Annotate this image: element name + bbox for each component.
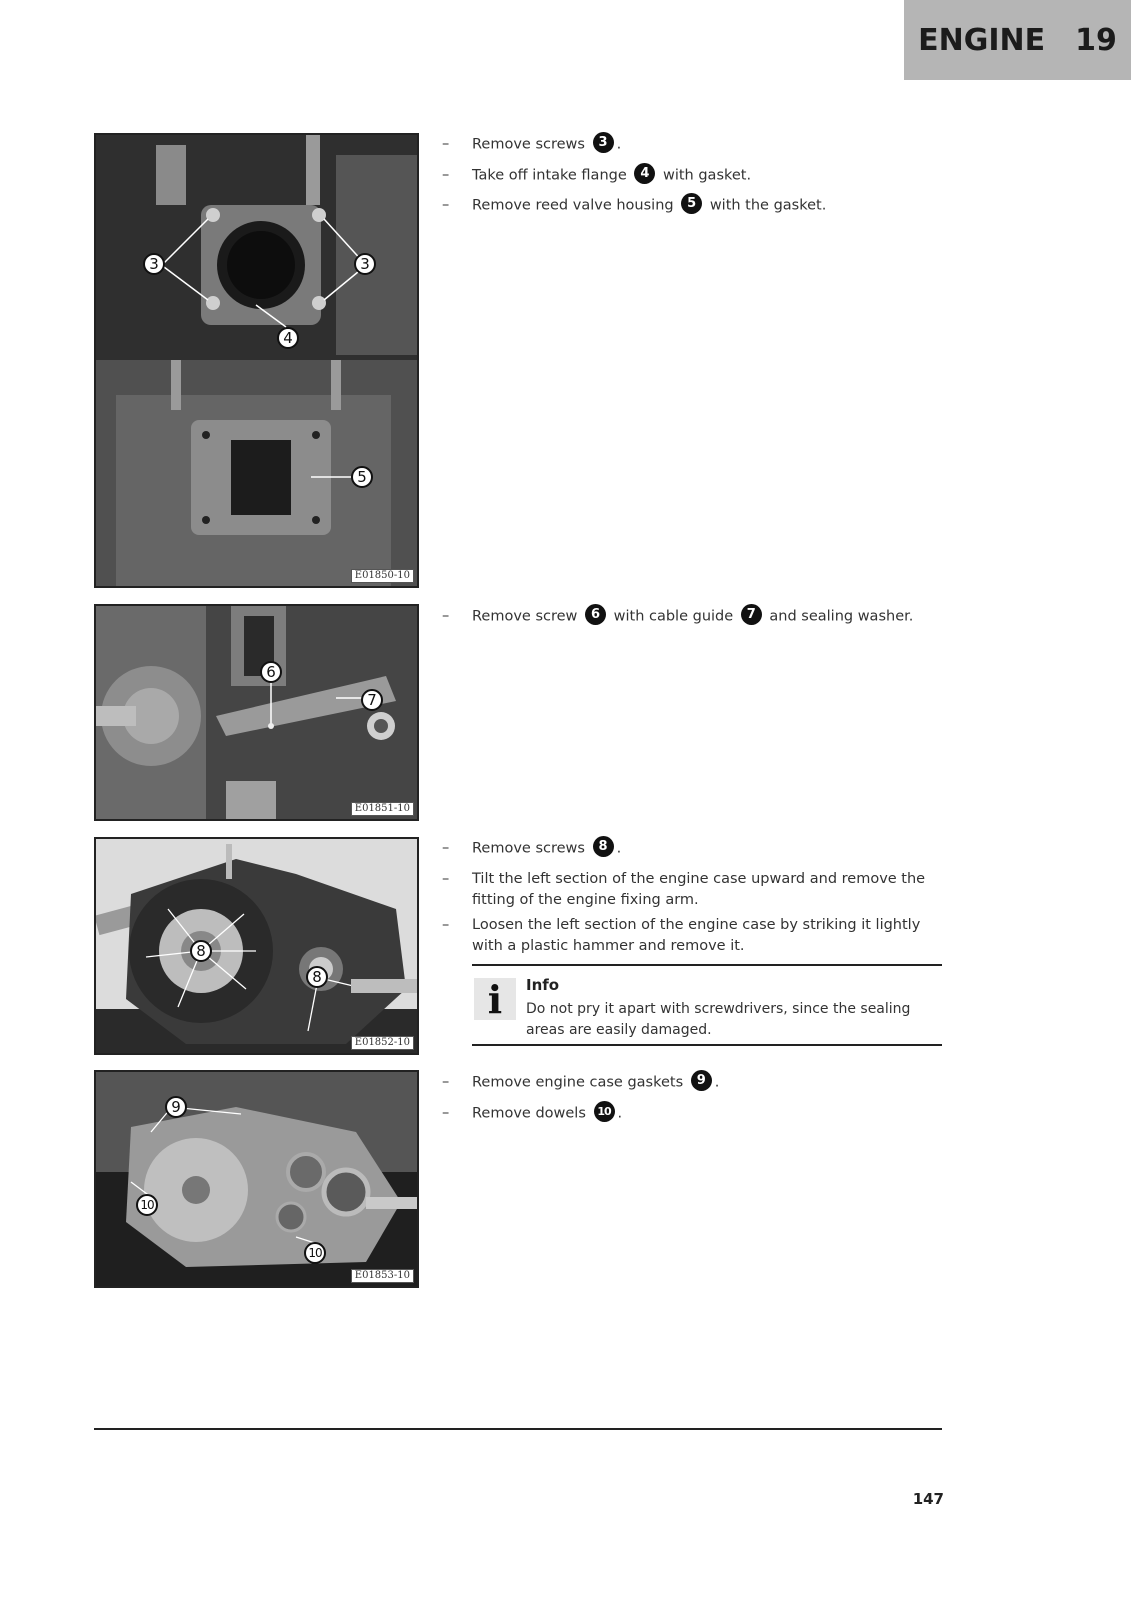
step-item: [442, 606, 942, 628]
step-item: [442, 195, 942, 217]
step-item: [442, 1072, 942, 1094]
step-text: Take off intake flange: [472, 167, 627, 183]
step-item: [442, 1103, 942, 1125]
figure-code: E01852-10: [351, 1036, 414, 1050]
figure-engine-case-screws: [94, 837, 419, 1055]
callout-marker-4: 4: [277, 327, 299, 349]
info-note: [472, 964, 942, 1046]
figure-cable-guide: [94, 604, 419, 821]
step-text: Remove screws: [472, 136, 585, 153]
step-text-end: with gasket.: [662, 167, 752, 183]
callout-number: 6: [585, 604, 606, 625]
step-text: Tilt the left section of the engine case upward and remove the fitting of the engine fixing arm.: [472, 870, 926, 908]
figure-code: E01850-10: [351, 569, 414, 583]
step-text: Remove dowels: [472, 1105, 586, 1121]
figure-gaskets-dowels: [94, 1070, 419, 1288]
steps-engine-case: [442, 838, 942, 966]
figure-code: E01853-10: [351, 1269, 414, 1283]
step-text-end: .: [616, 136, 622, 153]
callout-marker-5: 5: [351, 466, 373, 488]
engine-photo-gears: [96, 1072, 417, 1286]
callout-marker-3-left: 3: [143, 253, 165, 275]
step-text-end: .: [714, 1074, 720, 1091]
callout-number: 4: [634, 163, 655, 184]
step-text-end: with the gasket.: [709, 197, 827, 214]
callout-marker-8-center: 8: [190, 940, 212, 962]
callout-marker-9: 9: [165, 1096, 187, 1118]
step-text: Remove screws: [472, 840, 585, 857]
section-title: ENGINE: [918, 22, 1046, 58]
steps-gaskets-dowels: [442, 1072, 942, 1133]
step-text: Remove screw: [472, 608, 578, 625]
callout-marker-3-right: 3: [354, 253, 376, 275]
step-text-end: .: [617, 1105, 623, 1121]
step-item: [442, 134, 942, 156]
steps-intake-flange: [442, 134, 942, 226]
callout-marker-6: 6: [260, 661, 282, 683]
chapter-header-tab: [904, 0, 1131, 80]
step-item: [442, 869, 942, 911]
callout-marker-10-left: 10: [136, 1194, 158, 1216]
info-text: Do not pry it apart with screwdrivers, since the sealing areas are easily damaged.: [526, 1001, 911, 1038]
engine-photo-intake: [96, 135, 417, 586]
step-text-mid: with cable guide: [613, 608, 734, 625]
callout-marker-10-right: 10: [304, 1242, 326, 1264]
step-text: Remove engine case gaskets: [472, 1074, 684, 1091]
step-text: Loosen the left section of the engine case by striking it lightly with a plastic hammer and remove it.: [472, 916, 921, 954]
step-text-end: .: [616, 840, 622, 857]
callout-marker-8-right: 8: [306, 966, 328, 988]
callout-number: 8: [593, 836, 614, 857]
steps-cable-guide: [442, 606, 942, 637]
callout-number: 10: [594, 1101, 615, 1122]
callout-marker-7: 7: [361, 689, 383, 711]
page-number: 147: [912, 1490, 944, 1508]
figure-code: E01851-10: [351, 802, 414, 816]
callout-number: 5: [681, 193, 702, 214]
step-item: [442, 915, 942, 957]
step-item: [442, 838, 942, 860]
footer-divider: [94, 1428, 942, 1430]
info-icon: i: [474, 978, 516, 1020]
engine-photo-case: [96, 839, 417, 1053]
step-text-end: and sealing washer.: [769, 608, 914, 625]
figure-intake-flange: [94, 133, 419, 588]
info-title: Info: [526, 976, 560, 994]
engine-photo-cable-guide: [96, 606, 417, 819]
callout-number: 9: [691, 1070, 712, 1091]
step-item: [442, 165, 942, 187]
step-text: Remove reed valve housing: [472, 197, 674, 214]
callout-number: 3: [593, 132, 614, 153]
callout-number: 7: [741, 604, 762, 625]
chapter-number: 19: [1075, 22, 1117, 58]
